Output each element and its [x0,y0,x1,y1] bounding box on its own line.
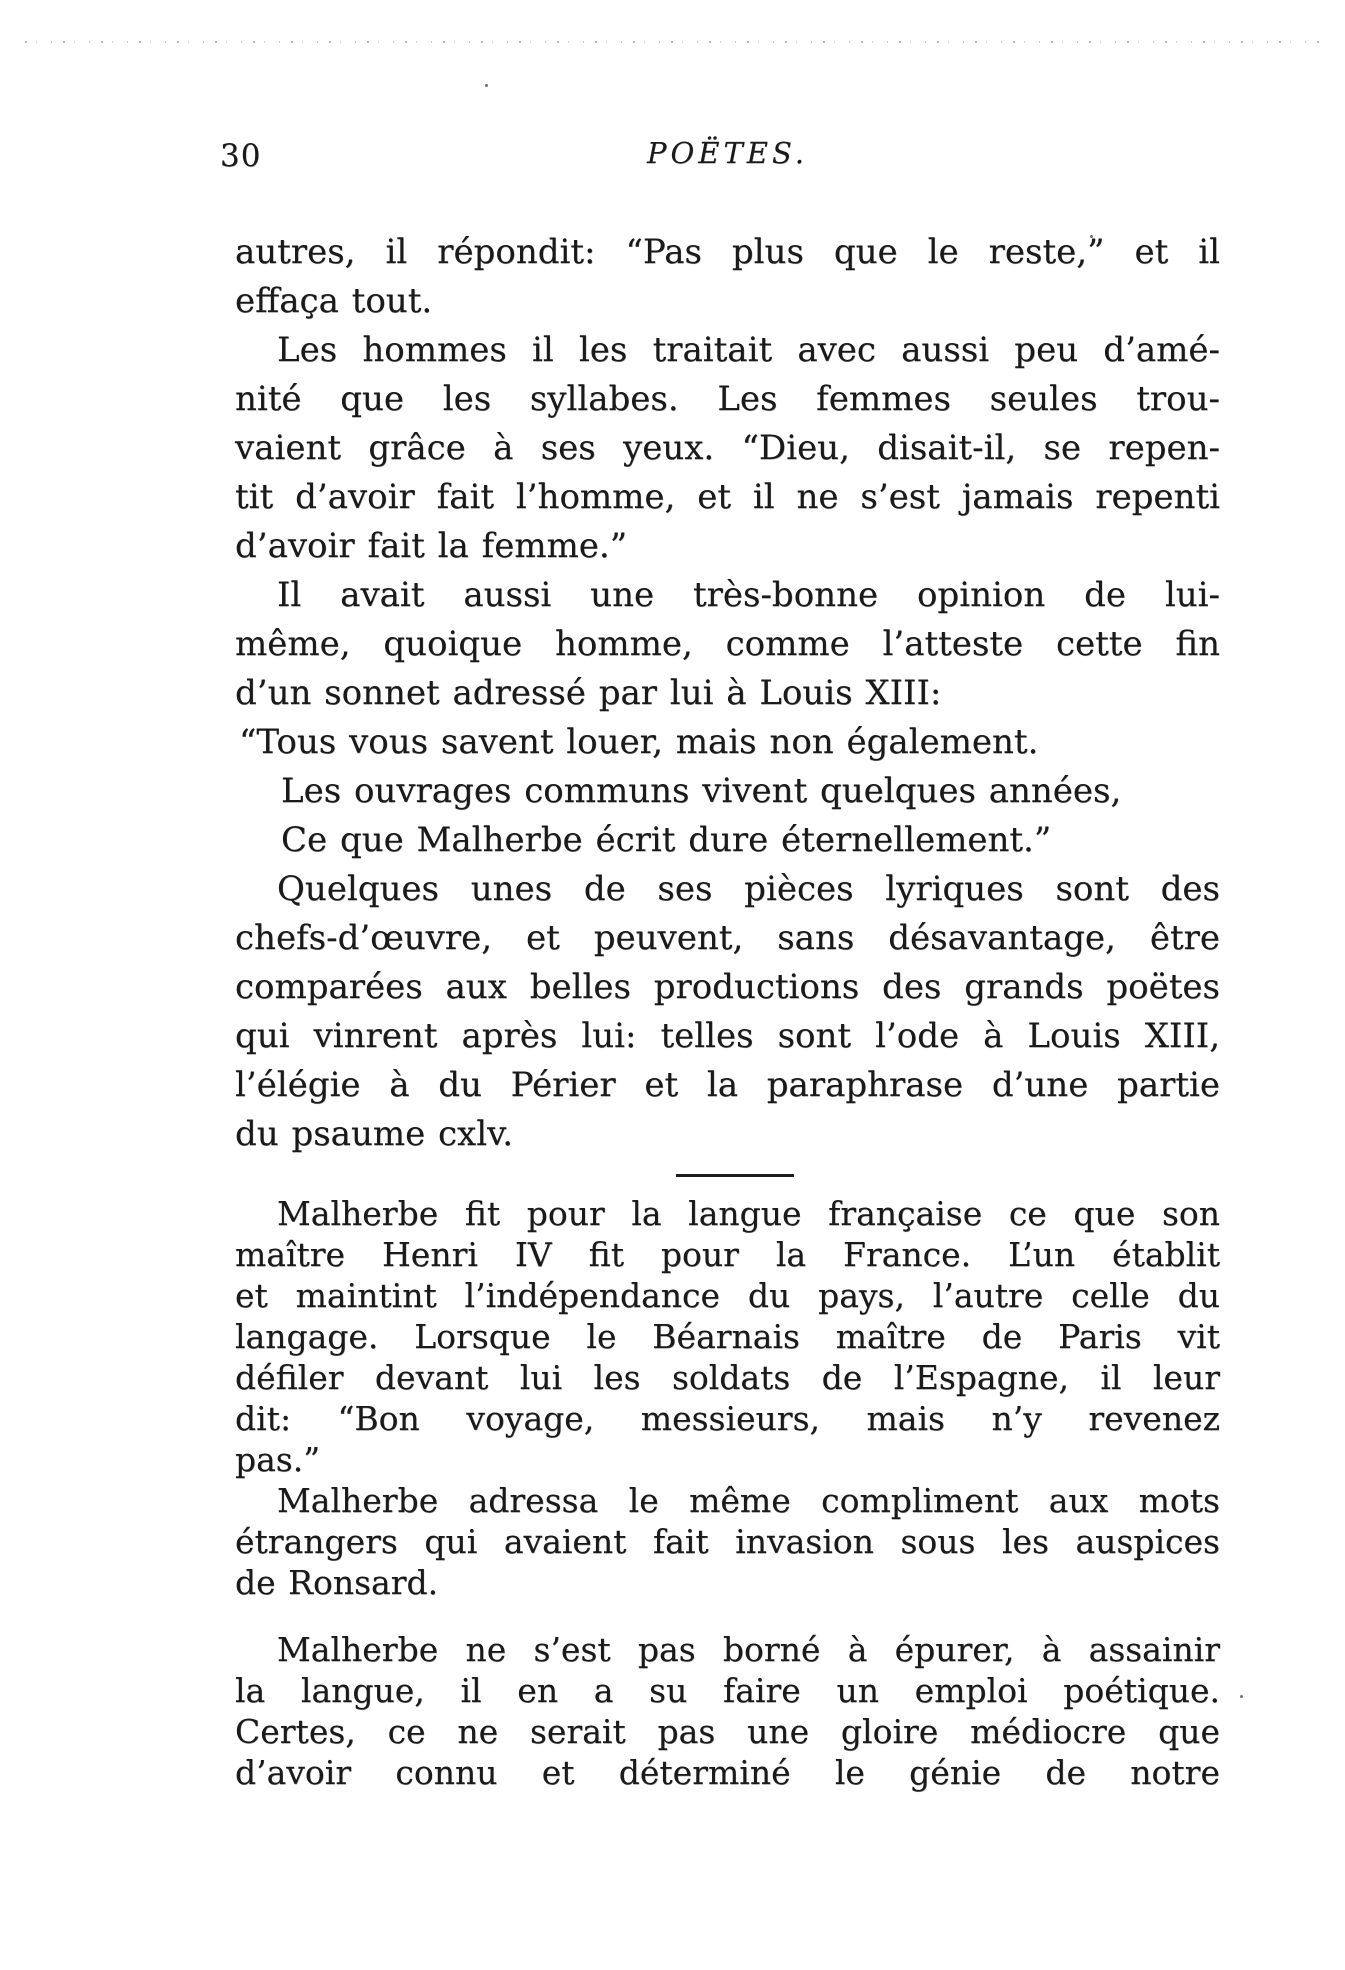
text-line: chefs-d’œuvre, et peuvent, sans désavantage, être [235,918,1220,958]
paragraph [235,228,1220,326]
text-line: d’un sonnet adressé par lui à Louis XIII: [235,673,942,713]
text-line: Il avait aussi une très-bonne opinion de lui- [277,575,1220,615]
paragraph [235,571,1220,718]
paragraph [235,1480,1220,1603]
page-number: 30 [220,138,262,174]
scan-speck [485,84,488,87]
text-line: Certes, ce ne serait pas une gloire médiocre que [235,1712,1220,1751]
text-line: maître Henri IV fit pour la France. L’un établit [235,1235,1220,1274]
text-line: Les hommes il les traitait avec aussi peu d’amé- [277,330,1220,370]
paragraph [235,1193,1220,1480]
text-line: Malherbe fit pour la langue française ce que son [277,1194,1220,1233]
text-line: d’avoir connu et déterminé le génie de notre [235,1753,1220,1792]
verse-quotation [235,718,1220,865]
text-line: langage. Lorsque le Béarnais maître de Paris vit [235,1317,1220,1356]
text-line: étrangers qui avaient fait invasion sous les auspices [235,1522,1220,1561]
paragraph [235,1629,1220,1793]
text-line: comparées aux belles productions des grands poëtes [235,967,1220,1007]
text-block [235,228,1220,1793]
text-line: autres, il répondit: “Pas plus que le reste,” et il [235,232,1220,272]
verse-line: Les ouvrages communs vivent quelques années, [281,771,1122,811]
text-line: qui vinrent après lui: telles sont l’ode à Louis XIII, [235,1016,1220,1056]
section-divider [676,1174,794,1177]
verse-line: “Tous vous savent louer, mais non également. [239,722,1039,762]
scan-speck [1240,1695,1243,1698]
text-line: nité que les syllabes. Les femmes seules trou- [235,379,1220,419]
text-line: d’avoir fait la femme.” [235,526,628,566]
paragraph [235,865,1220,1159]
text-line: tit d’avoir fait l’homme, et il ne s’est jamais repenti [235,477,1220,517]
section-upper [235,228,1220,1159]
text-line: effaça tout. [235,281,433,321]
text-line: du psaume cxlv. [235,1114,514,1154]
section-lower [235,1193,1220,1793]
text-line: l’élégie à du Périer et la paraphrase d’une partie [235,1065,1220,1105]
text-line: Quelques unes de ses pièces lyriques sont des [277,869,1220,909]
text-line: dit: “Bon voyage, messieurs, mais n’y revenez [235,1399,1220,1438]
text-line: et maintint l’indépendance du pays, l’autre celle du [235,1276,1220,1315]
text-line: la langue, il en a su faire un emploi poétique. [235,1671,1220,1710]
text-line: défiler devant lui les soldats de l’Espagne, il leur [235,1358,1220,1397]
text-line: Malherbe ne s’est pas borné à épurer, à assainir [277,1630,1220,1669]
verse-line: Ce que Malherbe écrit dure éternellement.” [281,820,1052,860]
text-line: même, quoique homme, comme l’atteste cette fin [235,624,1220,664]
paragraph [235,326,1220,571]
running-header: POËTES. [646,136,809,170]
text-line: pas.” [235,1440,321,1479]
text-line: de Ronsard. [235,1563,439,1602]
scan-noise-line [25,41,1320,43]
text-line: vaient grâce à ses yeux. “Dieu, disait-il, se repen- [235,428,1220,468]
text-line: Malherbe adressa le même compliment aux mots [277,1481,1220,1520]
